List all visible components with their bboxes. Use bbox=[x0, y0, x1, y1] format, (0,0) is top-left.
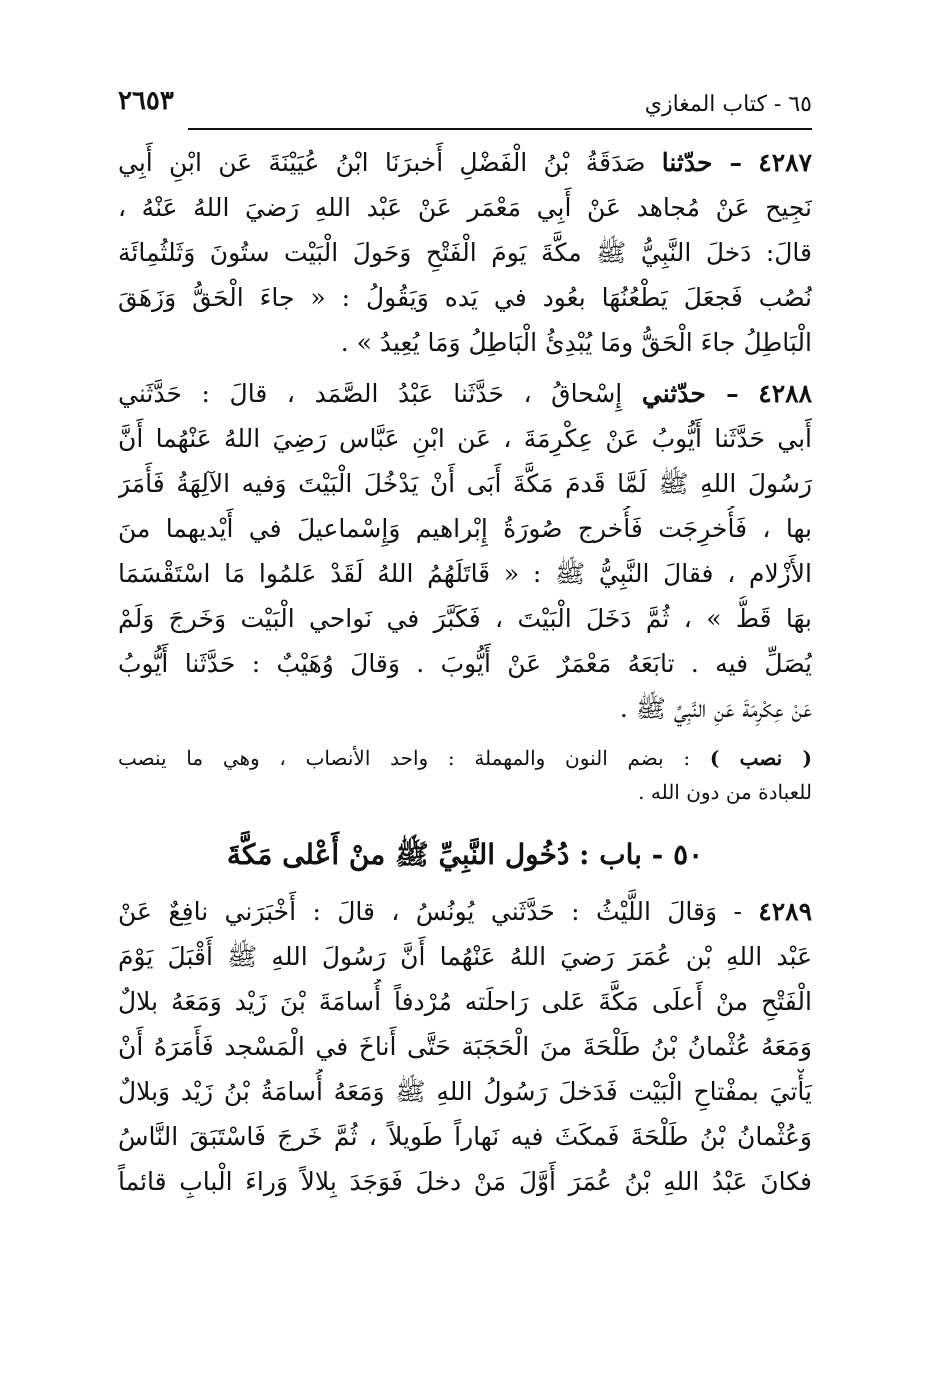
hadith-4287: ٤٢٨٧ – حدّثنا صَدَقَةُ بْنُ الْفَضْلِ أَخبرَنَا ابْنُ عُيَيْنَةَ عَن ابْنِ أَبِي نَجِيح عَنْ مُجاهد عَنْ أَبِي مَعْمَر عَنْ عَبْد اللهِ رَضيَ اللهُ عَنْهُ ، قالَ: دَخلَ النَّبِيُّ ﷺ مكَّةَ يَومَ الْفَتْحِ وَحَولَ الْبَيْت ستُونَ وَثَلثُمِائَة نُصُب فَجعَلَ يَطْعُنُهَا بعُود في يَده وَيَقُولُ : « جاءَ الْحَقُّ وَزَهَقَ الْبَاطِلُ جاءَ الْحَقُّ ومَا يُبْدِئُ الْبَاطِلُ وَمَا يُعِيدُ » . bbox=[118, 140, 812, 365]
text-line: الْفَتْحِ منْ أَعلَى مَكَّةَ عَلى رَاحلَته مُرْدفاً أُسامَةَ بْنَ زَيْد وَمَعَهُ بلالٌ bbox=[118, 987, 812, 1016]
text-line: نُصُب فَجعَلَ يَطْعُنُهَا بعُود في يَده وَيَقُولُ : « جاءَ الْحَقُّ وَزَهَقَ bbox=[118, 283, 812, 312]
section-heading: ٥٠ - باب : دُخُول النَّبِيِّ ﷺ منْ أَعْلى مَكَّةَ bbox=[226, 838, 704, 871]
note-text: : بضم النون والمهملة : واحد الأنصاب ، وهي ما ينصب bbox=[118, 746, 691, 770]
narration-lead: حدّثني bbox=[641, 379, 706, 408]
hadith-4288: ٤٢٨٨ – حدّثني إِسْحاقُ ، حَدَّثَنا عَبْدُ الصَّمَد ، قالَ : حَدَّثَني أَبي حَدَّثَنا أَيُّوبُ عَنْ عِكْرِمَةَ ، عَن ابْنِ عَبَّاس رَضِيَ اللهُ عَنْهُما أَنَّ رَسُولَ اللهِ ﷺ لَمَّا قَدمَ مَكَّةَ أَبَى أَنْ يَدْخُلَ الْبَيْتَ وَفيه الآلِهَةُ فَأَمَرَ بها ، فَأُخرِجَت فَأُخرج صُورَةُ إِبْراهيم وَإِسْماعيلَ في أَيْديهما منَ الأَزْلام ، فقالَ النَّبِيُّ ﷺ : « قَاتَلَهُمُ اللهُ لَقَدْ عَلمُوا مَا اسْتَقْسَمَا بهَا قَطُّ » ، ثُمَّ دَخَلَ الْبَيْتَ ، فَكَبَّرَ في نَواحي الْبَيْت وَخَرجَ وَلَمْ يُصَلِّ فيه . تابَعَهُ مَعْمَرٌ عَنْ أَيُّوبَ . وَقالَ وُهَيْبٌ : حَدَّثَنا أَيُّوبُ عَنْ عِكْرِمَةَ عَنِ النَّبِيِّ ﷺ . bbox=[118, 371, 812, 731]
text-line: الأَزْلام ، فقالَ النَّبِيُّ ﷺ : « قَاتَلَهُمُ اللهُ لَقَدْ عَلمُوا مَا اسْتَقْسَمَا bbox=[118, 559, 812, 588]
hadith-number: ٤٢٨٧ bbox=[758, 148, 812, 177]
text-line: - وَقالَ اللَّيْثُ : حَدَّثَني يُونُسُ ، قالَ : أَخْبَرَني نافِعٌ عَنْ bbox=[118, 897, 742, 926]
text-line: نَجِيح عَنْ مُجاهد عَنْ أَبِي مَعْمَر عَنْ عَبْد اللهِ رَضيَ اللهُ عَنْهُ ، bbox=[118, 193, 812, 222]
narration-lead: حدّثنا bbox=[661, 148, 713, 177]
note-term: ( نصب ) bbox=[709, 746, 812, 770]
hadith-number: ٤٢٨٨ bbox=[758, 379, 812, 408]
hadith-number: ٤٢٨٩ bbox=[758, 897, 812, 926]
text-line: الْبَاطِلُ جاءَ الْحَقُّ ومَا يُبْدِئُ الْبَاطِلُ وَمَا يُعِيدُ » . bbox=[340, 328, 812, 357]
text-line: فكانَ عَبْدُ اللهِ بْنُ عُمَرَ أَوَّلَ مَنْ دخلَ فَوَجَدَ بِلالاً وَراءَ الْبابِ قائماً bbox=[118, 1167, 812, 1196]
page-header bbox=[118, 86, 812, 130]
text-line: بهَا قَطُّ » ، ثُمَّ دَخَلَ الْبَيْتَ ، فَكَبَّرَ في نَواحي الْبَيْت وَخَرجَ وَلَمْ bbox=[118, 604, 812, 633]
text-line: عَبْد اللهِ بْن عُمَرَ رَضيَ اللهُ عَنْهُما أَنَّ رَسُولَ اللهِ ﷺ أَقْبَلَ يَوْمَ bbox=[118, 942, 812, 971]
glossary-note bbox=[118, 741, 812, 809]
hadith-4289 bbox=[118, 889, 812, 1204]
note-text: للعبادة من دون الله . bbox=[638, 780, 812, 804]
text-line: يُصَلِّ فيه . تابَعَهُ مَعْمَرٌ عَنْ أَيُّوبَ . وَقالَ وُهَيْبٌ : حَدَّثَنا أَيُّوبُ bbox=[118, 649, 812, 678]
text-line: صَدَقَةُ بْنُ الْفَضْلِ أَخبرَنَا ابْنُ عُيَيْنَةَ عَن ابْنِ أَبِي bbox=[118, 148, 646, 177]
book-page bbox=[118, 86, 812, 1376]
text-line: رَسُولَ اللهِ ﷺ لَمَّا قَدمَ مَكَّةَ أَبَى أَنْ يَدْخُلَ الْبَيْتَ وَفيه الآلِهَةُ فَأَمَرَ bbox=[118, 469, 812, 498]
text-line: وَمَعَهُ عُثْمانُ بْنُ طَلْحَةَ منَ الْحَجَبَة حَتَّى أَناخَ في الْمَسْجد فَأَمَرَهُ أَنْ bbox=[118, 1032, 812, 1061]
text-line: بها ، فَأُخرِجَت فَأُخرج صُورَةُ إِبْراهيم وَإِسْماعيلَ في أَيْديهما منَ bbox=[118, 514, 812, 543]
text-line: أَبي حَدَّثَنا أَيُّوبُ عَنْ عِكْرِمَةَ ، عَن ابْنِ عَبَّاس رَضِيَ اللهُ عَنْهُما أَنَّ bbox=[118, 424, 812, 453]
text-line: عَنْ عِكْرِمَةَ عَنِ النَّبِيِّ ﷺ . bbox=[619, 694, 812, 723]
text-line: قالَ: دَخلَ النَّبِيُّ ﷺ مكَّةَ يَومَ الْفَتْحِ وَحَولَ الْبَيْت ستُونَ وَثَلثُمِائَة bbox=[118, 238, 812, 267]
text-line: إِسْحاقُ ، حَدَّثَنا عَبْدُ الصَّمَد ، قالَ : حَدَّثَني bbox=[118, 379, 623, 408]
text-line: وَعُثْمانُ بْنُ طَلْحَةَ فَمكَثَ فيه نَهاراً طَويلاً ، ثُمَّ خَرجَ فَاسْتَبَقَ النَّاسُ bbox=[118, 1122, 812, 1151]
page-number: ٢٦٥٣ bbox=[118, 86, 174, 116]
text-line: يَأْتيَ بمفْتاحِ الْبَيْت فَدَخلَ رَسُولُ اللهِ ﷺ وَمَعَهُ أُسامَةُ بْنُ زَيْد وَبلالٌ bbox=[118, 1077, 812, 1106]
chapter-title: ٦٥ - كتاب المغازي bbox=[644, 92, 812, 117]
